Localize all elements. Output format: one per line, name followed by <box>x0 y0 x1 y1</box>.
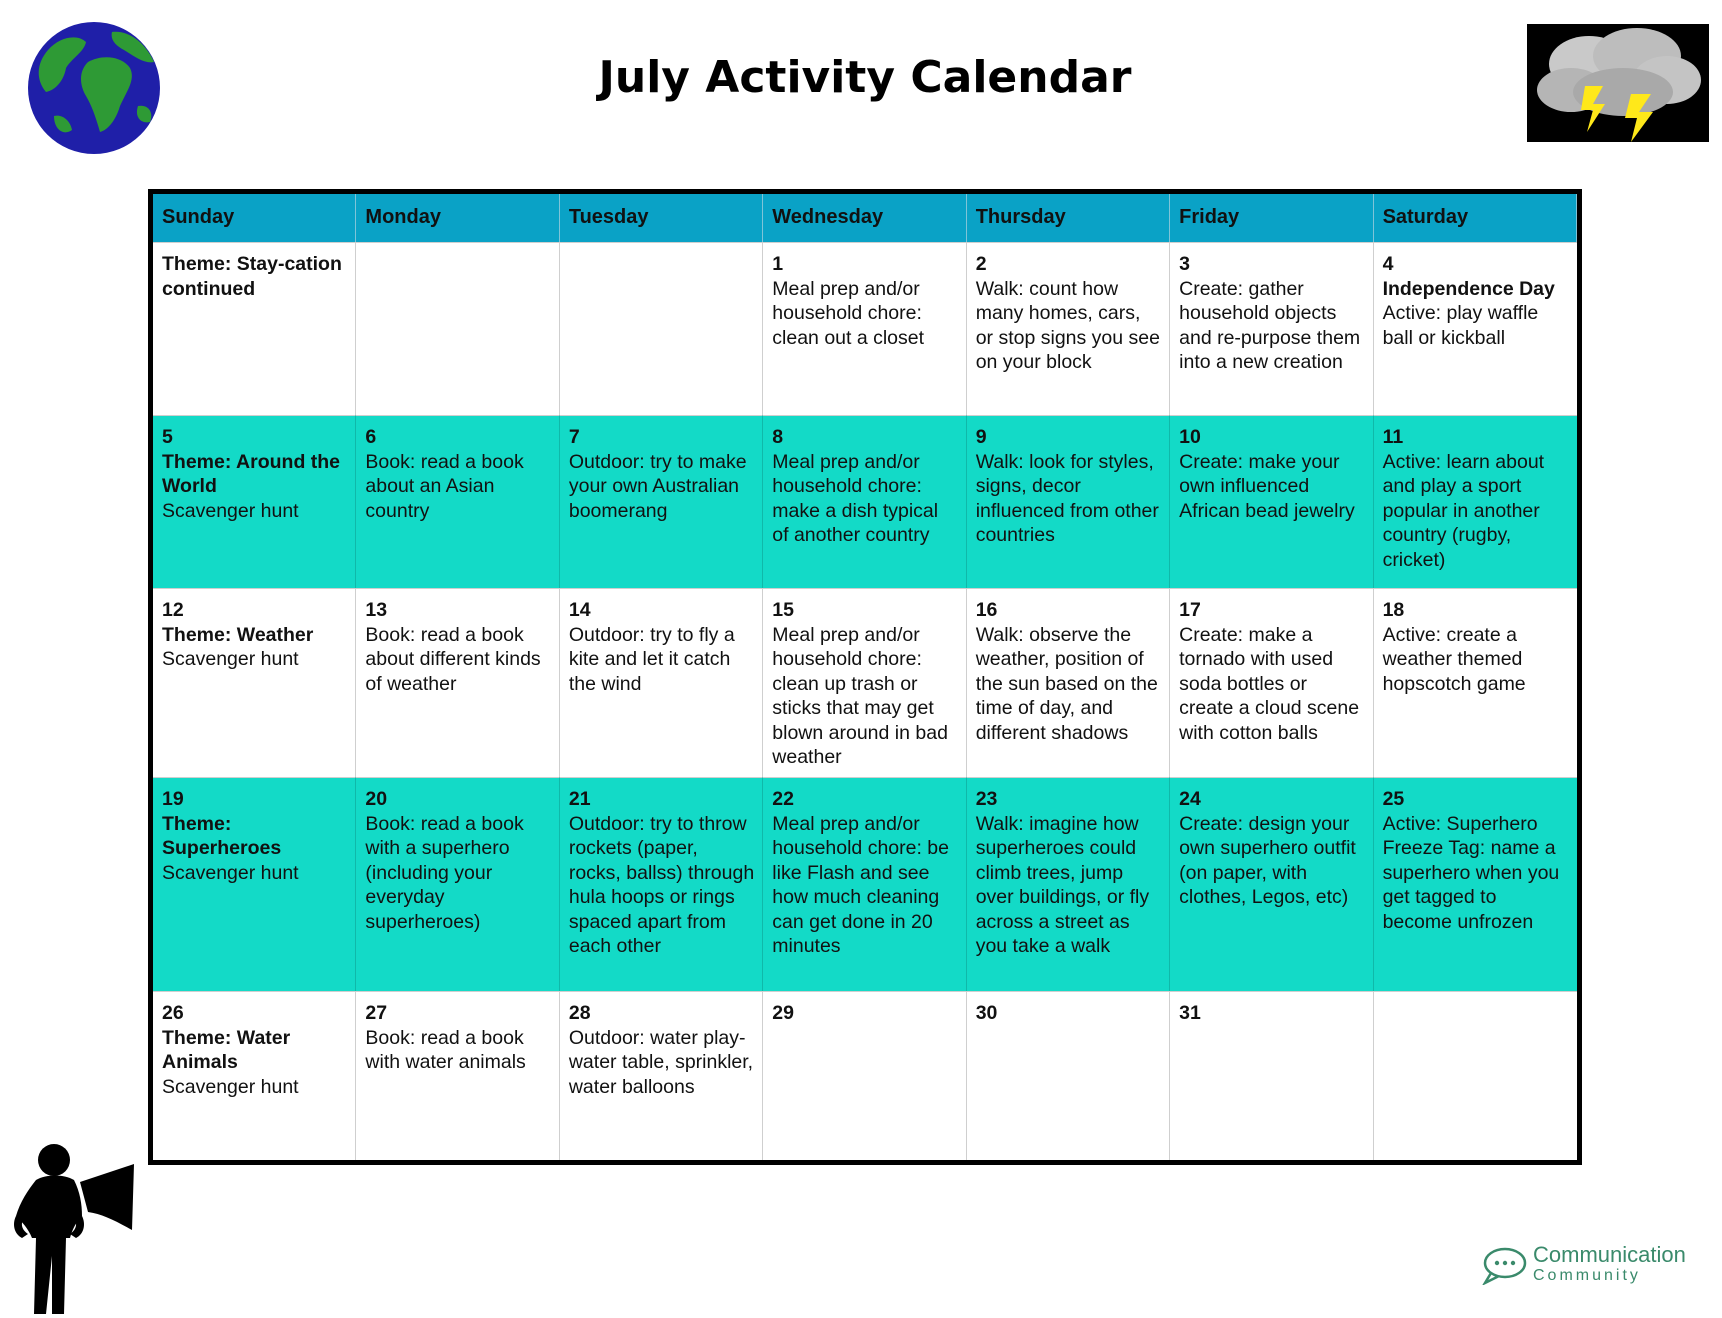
day-theme: Theme: Superheroes <box>162 812 282 859</box>
day-activity: Meal prep and/or household chore: clean out a closet <box>772 277 925 349</box>
calendar-day-cell <box>356 415 559 588</box>
day-number: 4 <box>1382 253 1394 275</box>
brand-name-line1: Communication <box>1533 1242 1686 1267</box>
day-header-monday: Monday <box>356 194 559 242</box>
day-number: 3 <box>1179 253 1190 275</box>
day-activity: Scavenger hunt <box>162 861 299 884</box>
day-activity: Book: read a book about different kinds of weather <box>365 623 541 695</box>
day-activity: Scavenger hunt <box>162 499 299 522</box>
calendar-day-cell <box>1374 991 1577 1160</box>
day-number: 2 <box>975 253 987 275</box>
day-activity: Create: gather household objects and re-purpose them into a new creation <box>1179 277 1361 373</box>
day-number: 23 <box>975 788 998 810</box>
day-activity: Active: Superhero Freeze Tag: name a superhero when you get tagged to become unfrozen <box>1382 812 1560 933</box>
day-number: 1 <box>772 253 784 275</box>
day-header-wednesday: Wednesday <box>763 194 966 242</box>
day-activity: Outdoor: try to make your own Australian boomerang <box>568 450 747 522</box>
day-number: 11 <box>1382 426 1404 448</box>
calendar-grid <box>153 194 1577 1160</box>
day-activity: Create: design your own superhero outfit (on paper, with clothes, Legos, etc) <box>1179 812 1356 908</box>
day-activity: Meal prep and/or household chore: make a dish typical of another country <box>772 450 939 546</box>
day-activity: Active: play waffle ball or kickball <box>1382 302 1539 349</box>
calendar-day-cell <box>560 991 763 1160</box>
calendar-day-cell <box>967 242 1170 415</box>
day-activity: Book: read a book with water animals <box>365 1026 526 1073</box>
calendar-day-cell <box>763 777 966 991</box>
day-number: 13 <box>365 599 388 621</box>
calendar-day-cell <box>153 242 356 415</box>
day-activity: Outdoor: try to throw rockets (paper, rocks, ballss) through hula hoops or rings spaced apart from each other <box>568 812 755 957</box>
day-header-saturday: Saturday <box>1374 194 1577 242</box>
calendar-day-cell <box>1170 415 1373 588</box>
calendar-day-cell <box>153 588 356 777</box>
calendar-day-cell <box>1374 777 1577 991</box>
day-activity: Walk: look for styles, signs, decor influenced from other countries <box>975 450 1159 546</box>
day-activity: Scavenger hunt <box>162 648 299 670</box>
calendar-day-cell <box>153 991 356 1160</box>
calendar-day-cell <box>560 588 763 777</box>
day-number: 25 <box>1382 788 1405 810</box>
day-activity: Book: read a book with a superhero (including your everyday superheroes) <box>365 812 524 933</box>
calendar-day-cell <box>356 991 559 1160</box>
day-number: 24 <box>1179 788 1201 810</box>
day-activity: Walk: count how many homes, cars, or stop signs you see on your block <box>975 277 1160 373</box>
day-activity: Walk: observe the weather, position of the sun based on the time of day, and different shadows <box>975 623 1158 744</box>
calendar-table <box>148 189 1582 1165</box>
day-header-tuesday: Tuesday <box>560 194 763 242</box>
day-number: 5 <box>162 426 173 448</box>
day-number: 15 <box>772 599 794 621</box>
day-activity: Book: read a book about an Asian country <box>365 450 524 522</box>
day-number: 29 <box>772 1002 794 1024</box>
calendar-day-cell <box>763 242 966 415</box>
day-number: 17 <box>1179 599 1201 621</box>
day-activity: Outdoor: water play- water table, sprinkler, water balloons <box>568 1026 754 1098</box>
day-activity: Meal prep and/or household chore: clean up trash or sticks that may get blown around in bad weather <box>772 623 948 768</box>
day-number: 19 <box>162 788 184 810</box>
day-number: 31 <box>1179 1002 1201 1024</box>
day-number: 20 <box>365 788 388 810</box>
calendar-day-cell <box>967 415 1170 588</box>
superhero-silhouette-icon <box>6 1138 134 1316</box>
calendar-day-cell <box>1170 991 1373 1160</box>
day-theme: Theme: Water Animals <box>162 1026 291 1073</box>
calendar-day-cell <box>560 415 763 588</box>
day-activity: Outdoor: try to fly a kite and let it catch the wind <box>568 623 735 695</box>
calendar-day-cell <box>967 588 1170 777</box>
day-number: 6 <box>365 426 377 448</box>
calendar-day-cell <box>356 588 559 777</box>
calendar-day-cell <box>1170 588 1373 777</box>
storm-cloud-icon <box>1527 24 1709 142</box>
page-title: July Activity Calendar <box>598 52 1132 103</box>
calendar-day-cell <box>356 242 559 415</box>
calendar-day-cell <box>356 777 559 991</box>
calendar-day-cell <box>560 777 763 991</box>
day-number: 18 <box>1382 599 1405 621</box>
day-number: 22 <box>772 788 794 810</box>
day-theme: Theme: Weather <box>162 623 314 646</box>
day-number: 30 <box>975 1002 998 1024</box>
day-number: 14 <box>568 599 591 621</box>
day-activity: Create: make your own influenced African bead jewelry <box>1179 450 1355 522</box>
day-theme: Theme: Stay-cation continued <box>162 253 342 300</box>
calendar-day-cell <box>153 415 356 588</box>
day-header-sunday: Sunday <box>153 194 356 242</box>
calendar-day-cell <box>763 588 966 777</box>
speech-bubble-icon <box>1481 1245 1527 1285</box>
day-theme: Independence Day <box>1382 277 1555 300</box>
day-header-thursday: Thursday <box>967 194 1170 242</box>
day-header-friday: Friday <box>1170 194 1373 242</box>
calendar-day-cell <box>1170 777 1373 991</box>
calendar-day-cell <box>1374 242 1577 415</box>
day-number: 26 <box>162 1002 184 1024</box>
calendar-day-cell <box>967 991 1170 1160</box>
day-number: 9 <box>975 426 987 448</box>
calendar-day-cell <box>1170 242 1373 415</box>
day-theme: Theme: Around the World <box>162 450 341 497</box>
day-number: 21 <box>568 788 591 810</box>
day-activity: Create: make a tornado with used soda bottles or create a cloud scene with cotton balls <box>1179 623 1360 744</box>
brand-logo <box>1481 1243 1691 1285</box>
calendar-day-cell <box>560 242 763 415</box>
day-number: 7 <box>568 426 580 448</box>
day-number: 28 <box>568 1002 591 1024</box>
day-activity: Scavenger hunt <box>162 1075 299 1098</box>
brand-name-line2: Community <box>1533 1267 1641 1284</box>
day-number: 12 <box>162 599 184 621</box>
calendar-day-cell <box>763 991 966 1160</box>
calendar-day-cell <box>763 415 966 588</box>
calendar-day-cell <box>1374 588 1577 777</box>
day-number: 27 <box>365 1002 388 1024</box>
day-number: 8 <box>772 426 784 448</box>
day-number: 10 <box>1179 426 1201 448</box>
day-number: 16 <box>975 599 998 621</box>
calendar-day-cell <box>153 777 356 991</box>
calendar-day-cell <box>1374 415 1577 588</box>
day-activity: Active: learn about and play a sport popular in another country (rugby, cricket) <box>1382 450 1545 571</box>
day-activity: Walk: imagine how superheroes could climb trees, jump over buildings, or fly across a street as you take a walk <box>975 812 1150 957</box>
day-activity: Active: create a weather themed hopscotch game <box>1382 623 1526 695</box>
calendar-day-cell <box>967 777 1170 991</box>
day-activity: Meal prep and/or household chore: be like Flash and see how much cleaning can get done in 20 minutes <box>772 812 949 957</box>
globe-icon <box>26 20 162 156</box>
